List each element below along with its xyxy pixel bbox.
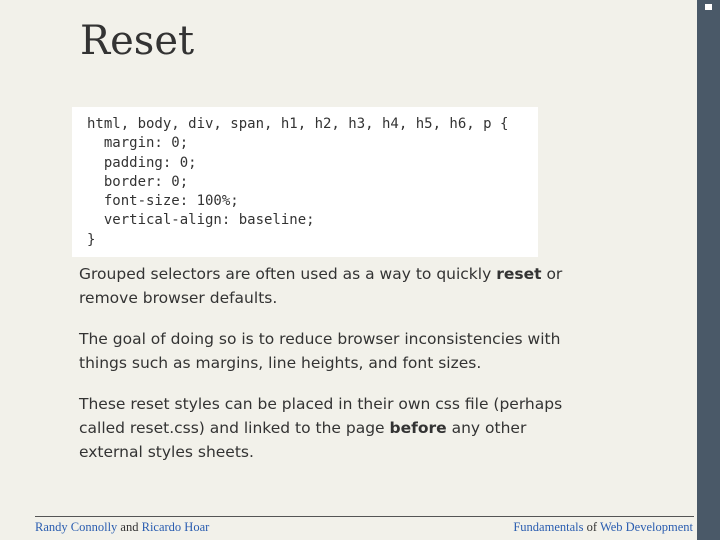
sidebar-accent: [705, 4, 712, 10]
footer-author-1: Randy Connolly: [35, 520, 118, 534]
sidebar-decoration: [697, 0, 720, 540]
paragraph-reset: [79, 262, 579, 310]
footer-divider: [35, 516, 694, 517]
footer-of: of: [586, 520, 598, 534]
paragraph-placement-text-2: any other external styles sheets.: [79, 419, 527, 461]
footer-authors: [35, 520, 209, 535]
slide-title: Reset: [80, 18, 195, 64]
paragraph-placement-text-1: These reset styles can be placed in their own css file (perhaps called reset.css) and linked to the page: [79, 395, 563, 437]
paragraph-placement: [79, 392, 579, 464]
paragraph-goal: The goal of doing so is to reduce browser inconsistencies with things such as margins, line heights, and font sizes.: [79, 330, 561, 372]
paragraph-reset-text-2: or remove browser defaults.: [79, 265, 563, 307]
footer-book-2: Web Development: [599, 520, 693, 534]
code-text: html, body, div, span, h1, h2, h3, h4, h5, h6, p { margin: 0; padding: 0; border: 0; font-size: 100%; vertical-align: baseline; }: [87, 116, 509, 248]
footer-book-1: Fundamentals: [513, 520, 584, 534]
footer-and: and: [120, 520, 139, 534]
code-block: [72, 107, 538, 257]
paragraph-reset-bold: reset: [496, 265, 542, 283]
footer-author-2: Ricardo Hoar: [141, 520, 210, 534]
footer-book-title: [513, 520, 693, 535]
paragraph-placement-bold: before: [389, 419, 447, 437]
paragraph-reset-text-1: Grouped selectors are often used as a way to quickly: [79, 265, 497, 283]
